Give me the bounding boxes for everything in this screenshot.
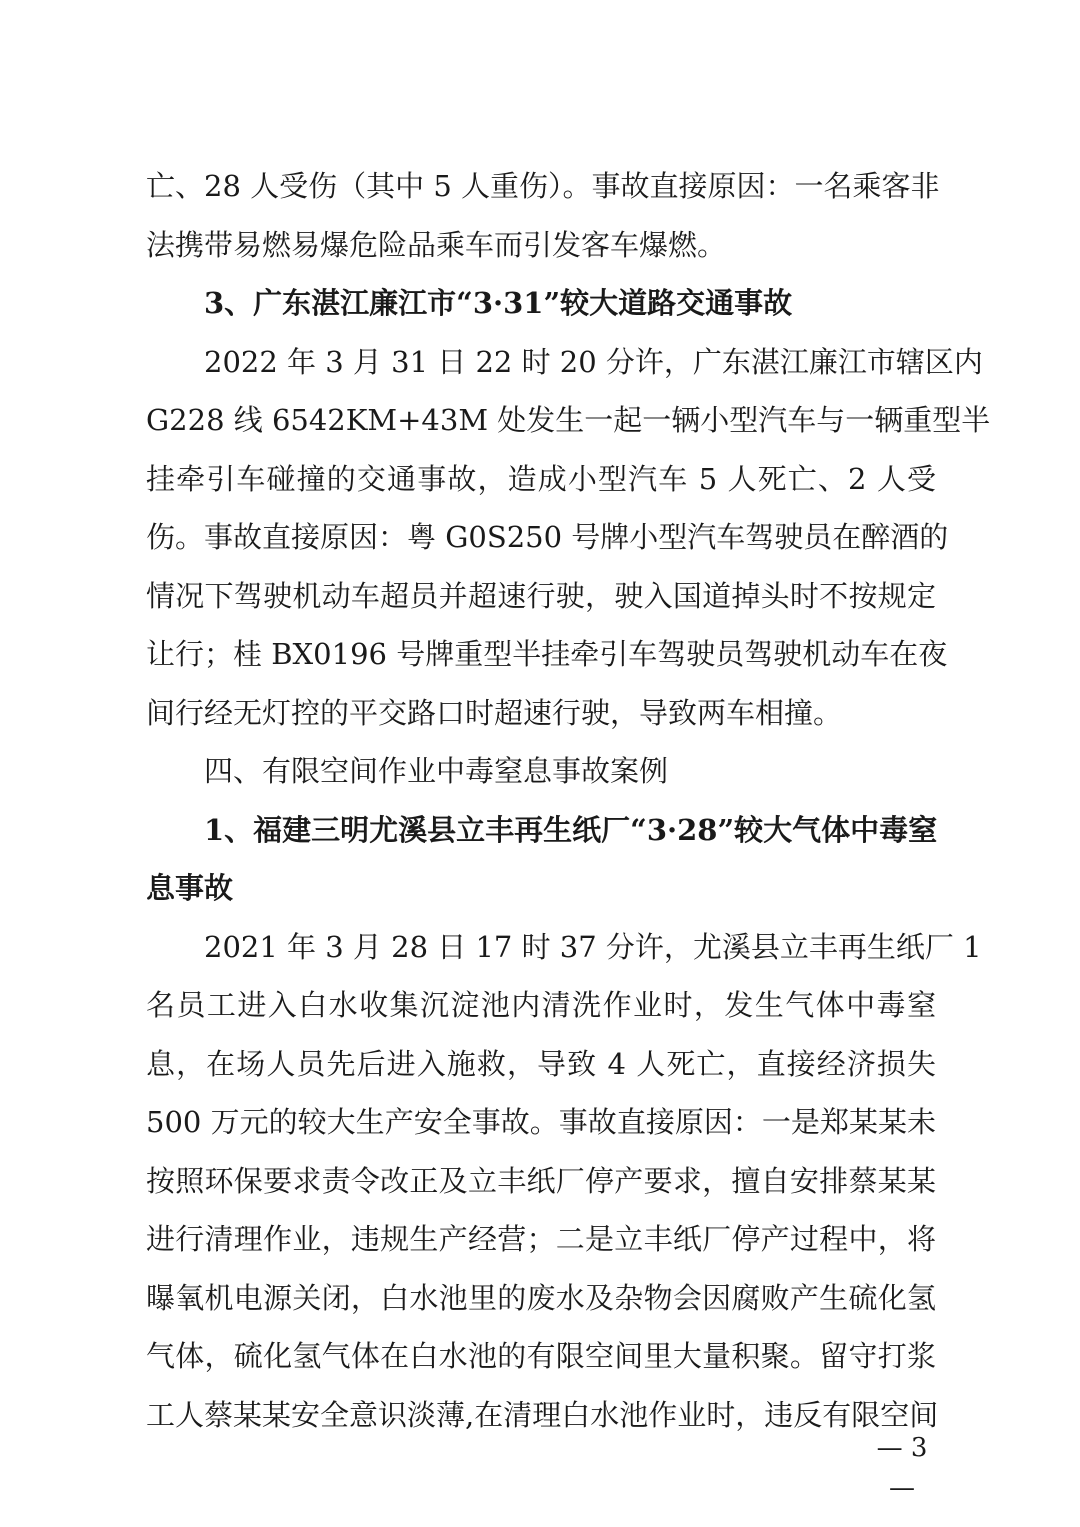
body-line: 500 万元的较大生产安全事故。事故直接原因：一是郑某某未 bbox=[146, 1105, 936, 1139]
body-line: 工人蔡某某安全意识淡薄,在清理白水池作业时，违反有限空间 bbox=[146, 1397, 939, 1432]
body-line: G228 线 6542KM+43M 处发生一起一辆小型汽车与一辆重型半 bbox=[146, 403, 991, 437]
body-line: 曝氧机电源关闭，白水池里的废水及杂物会因腐败产生硫化氢 bbox=[146, 1280, 936, 1315]
body-line: 让行；桂 BX0196 号牌重型半挂牵引车驾驶员驾驶机动车在夜 bbox=[146, 637, 948, 671]
section-heading: 3、广东湛江廉江市“3·31”较大道路交通事故 bbox=[204, 286, 793, 320]
section-heading: 1、福建三明尤溪县立丰再生纸厂“3·28”较大气体中毒窒 bbox=[204, 812, 938, 847]
document-body bbox=[146, 157, 991, 1444]
chapter-heading: 四、有限空间作业中毒窒息事故案例 bbox=[204, 754, 669, 788]
body-line: 息，在场人员先后进入施救，导致 4 人死亡，直接经济损失 bbox=[146, 1046, 936, 1081]
body-line: 情况下驾驶机动车超员并超速行驶，驶入国道掉头时不按规定 bbox=[146, 578, 936, 613]
page-number-footer bbox=[0, 1428, 1080, 1503]
body-line: 名员工进入白水收集沉淀池内清洗作业时，发生气体中毒窒 bbox=[146, 988, 936, 1022]
body-line: 法携带易燃易爆危险品乘车而引发客车爆燃。 bbox=[146, 227, 727, 262]
body-line: 挂牵引车碰撞的交通事故，造成小型汽车 5 人死亡、2 人受 bbox=[146, 461, 936, 496]
body-line: 2022 年 3 月 31 日 22 时 20 分许，广东湛江廉江市辖区内 bbox=[204, 344, 983, 379]
body-line: 进行清理作业，违规生产经营；二是立丰纸厂停产过程中，将 bbox=[146, 1222, 936, 1256]
body-line: 间行经无灯控的平交路口时超速行驶，导致两车相撞。 bbox=[146, 695, 843, 730]
page-number: — 3 — bbox=[876, 1433, 928, 1503]
body-line: 按照环保要求责令改正及立丰纸厂停产要求，擅自安排蔡某某 bbox=[146, 1163, 936, 1198]
section-heading-continued: 息事故 bbox=[146, 871, 234, 905]
body-line: 亡、28 人受伤（其中 5 人重伤）。事故直接原因：一名乘客非 bbox=[146, 169, 940, 203]
body-line: 伤。事故直接原因：粤 G0S250 号牌小型汽车驾驶员在醉酒的 bbox=[146, 520, 949, 554]
body-line: 2021 年 3 月 28 日 17 时 37 分许，尤溪县立丰再生纸厂 1 bbox=[204, 929, 982, 964]
body-line: 气体，硫化氢气体在白水池的有限空间里大量积聚。留守打浆 bbox=[146, 1339, 936, 1373]
